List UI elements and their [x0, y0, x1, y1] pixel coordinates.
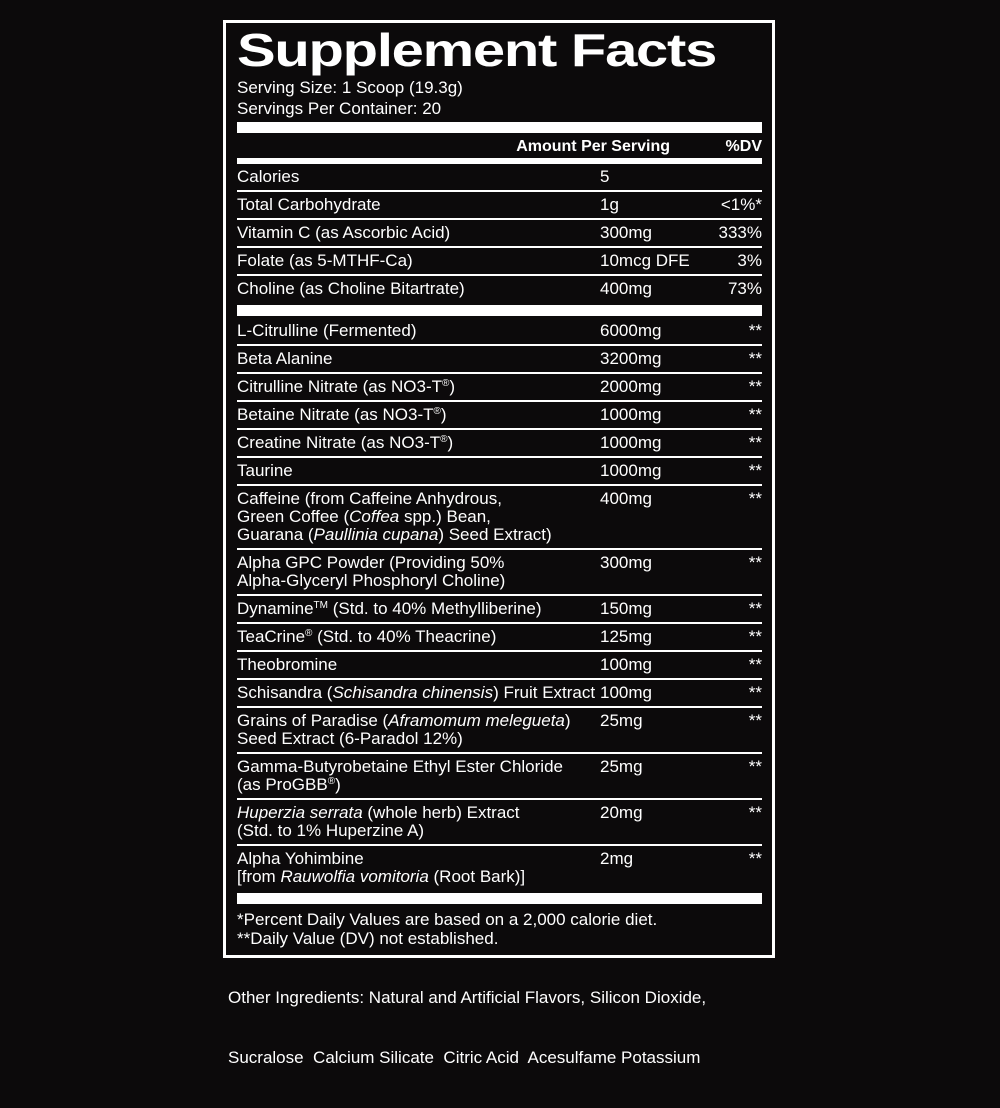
row-label: Schisandra (Schisandra chinensis) Fruit Extract — [237, 683, 596, 702]
table-row — [237, 220, 762, 248]
table-row — [237, 596, 762, 624]
row-dv — [700, 168, 762, 186]
row-label: Creatine Nitrate (as NO3-T®) — [237, 433, 454, 452]
table-row — [237, 846, 762, 890]
table-row — [237, 550, 762, 596]
row-amount: 125mg — [600, 627, 652, 646]
row-amount: 1000mg — [600, 433, 662, 452]
row-amount: 2mg — [600, 849, 634, 868]
column-header-row — [237, 135, 762, 157]
row-dv: ** — [748, 405, 762, 424]
row-amount: 300mg — [600, 553, 652, 572]
footnote-daily-values: *Percent Daily Values are based on a 2,000 calorie diet. — [237, 910, 658, 929]
row-dv: ** — [748, 599, 762, 618]
row-label: Taurine — [237, 461, 293, 480]
table-row — [237, 346, 762, 374]
other-ingredients — [228, 948, 788, 1108]
row-amount: 20mg — [600, 803, 643, 822]
row-dv: ** — [748, 377, 762, 396]
row-label: Dynamine™ (Std. to 40% Methylliberine) — [237, 599, 542, 618]
table-row — [237, 680, 762, 708]
row-amount: 6000mg — [600, 321, 662, 340]
footnote-dv-not-established: **Daily Value (DV) not established. — [237, 929, 499, 948]
other-ingredients-line: Other Ingredients: Natural and Artificial Flavors, Silicon Dioxide, — [228, 988, 707, 1007]
panel-title: Supplement Facts — [237, 24, 717, 76]
row-dv: ** — [748, 433, 762, 452]
row-amount: 1000mg — [600, 405, 662, 424]
row-dv: ** — [748, 849, 762, 868]
row-label: TeaCrine® (Std. to 40% Theacrine) — [237, 627, 497, 646]
table-row — [237, 374, 762, 402]
table-row — [237, 318, 762, 346]
row-amount: 400mg — [600, 279, 652, 298]
row-amount: 100mg — [600, 655, 652, 674]
servings-per-container-text: Servings Per Container: 20 — [237, 99, 442, 118]
row-dv: 73% — [727, 279, 762, 298]
serving-size-text: Serving Size: 1 Scoop (19.3g) — [237, 78, 463, 97]
row-label: Citrulline Nitrate (as NO3-T®) — [237, 377, 456, 396]
row-dv: ** — [748, 321, 762, 340]
row-amount: 1g — [600, 195, 619, 214]
row-dv: 3% — [737, 251, 762, 270]
row-label: Alpha GPC Powder (Providing 50% Alpha-Glyceryl Phosphoryl Choline) — [237, 553, 506, 590]
row-label: Calories — [237, 167, 300, 186]
separator-bar — [237, 122, 762, 133]
row-label: Choline (as Choline Bitartrate) — [237, 279, 465, 298]
row-amount: 100mg — [600, 683, 652, 702]
separator-bar — [237, 305, 762, 316]
table-row — [237, 164, 762, 192]
row-dv: ** — [748, 461, 762, 480]
row-dv: ** — [748, 803, 762, 822]
table-row — [237, 248, 762, 276]
row-amount: 1000mg — [600, 461, 662, 480]
row-label: L-Citrulline (Fermented) — [237, 321, 417, 340]
row-amount: 2000mg — [600, 377, 662, 396]
row-label: Betaine Nitrate (as NO3-T®) — [237, 405, 447, 424]
row-amount: 5 — [600, 167, 610, 186]
row-label: Beta Alanine — [237, 349, 333, 368]
row-amount: 150mg — [600, 599, 652, 618]
amount-column-header: Amount Per Serving — [516, 138, 670, 155]
table-row — [237, 754, 762, 800]
row-label: Vitamin C (as Ascorbic Acid) — [237, 223, 451, 242]
table-row — [237, 192, 762, 220]
row-label: Gamma-Butyrobetaine Ethyl Ester Chloride (as ProGBB®) — [237, 757, 563, 794]
table-row — [237, 708, 762, 754]
row-dv: ** — [748, 711, 762, 730]
table-row — [237, 276, 762, 302]
table-row — [237, 486, 762, 550]
other-ingredients-line: Sucralose Calcium Silicate Citric Acid Acesulfame Potassium — [228, 1048, 701, 1067]
row-amount: 3200mg — [600, 349, 662, 368]
row-label: Total Carbohydrate — [237, 195, 381, 214]
table-row — [237, 624, 762, 652]
table-row — [237, 430, 762, 458]
footnotes — [237, 906, 762, 949]
row-dv: ** — [748, 683, 762, 702]
row-label: Alpha Yohimbine [from Rauwolfia vomitoria (Root Bark)] — [237, 849, 526, 886]
row-label: Folate (as 5-MTHF-Ca) — [237, 251, 413, 270]
row-label: Caffeine (from Caffeine Anhydrous, Green Coffee (Coffea spp.) Bean, Guarana (Paullinia cupana) Seed Extract) — [237, 489, 552, 544]
separator-bar — [237, 893, 762, 904]
row-dv: ** — [748, 655, 762, 674]
nutrients-section — [237, 164, 762, 302]
actives-section — [237, 318, 762, 890]
row-label: Grains of Paradise (Aframomum melegueta) Seed Extract (6-Paradol 12%) — [237, 711, 571, 748]
table-row — [237, 652, 762, 680]
row-dv: 333% — [718, 223, 762, 242]
row-dv: ** — [748, 627, 762, 646]
row-amount: 400mg — [600, 489, 652, 508]
row-amount: 300mg — [600, 223, 652, 242]
row-dv: <1%* — [720, 195, 762, 214]
row-amount: 25mg — [600, 757, 643, 776]
row-label: Theobromine — [237, 655, 338, 674]
row-dv: ** — [748, 489, 762, 508]
table-row — [237, 402, 762, 430]
table-row — [237, 800, 762, 846]
supplement-facts-panel — [223, 20, 775, 958]
row-dv: ** — [748, 757, 762, 776]
table-row — [237, 458, 762, 486]
row-dv: ** — [748, 349, 762, 368]
dv-column-header: %DV — [725, 138, 762, 155]
row-dv: ** — [748, 553, 762, 572]
row-amount: 25mg — [600, 711, 643, 730]
row-amount: 10mcg DFE — [600, 251, 690, 270]
row-label: Huperzia serrata (whole herb) Extract (Std. to 1% Huperzine A) — [237, 803, 520, 840]
